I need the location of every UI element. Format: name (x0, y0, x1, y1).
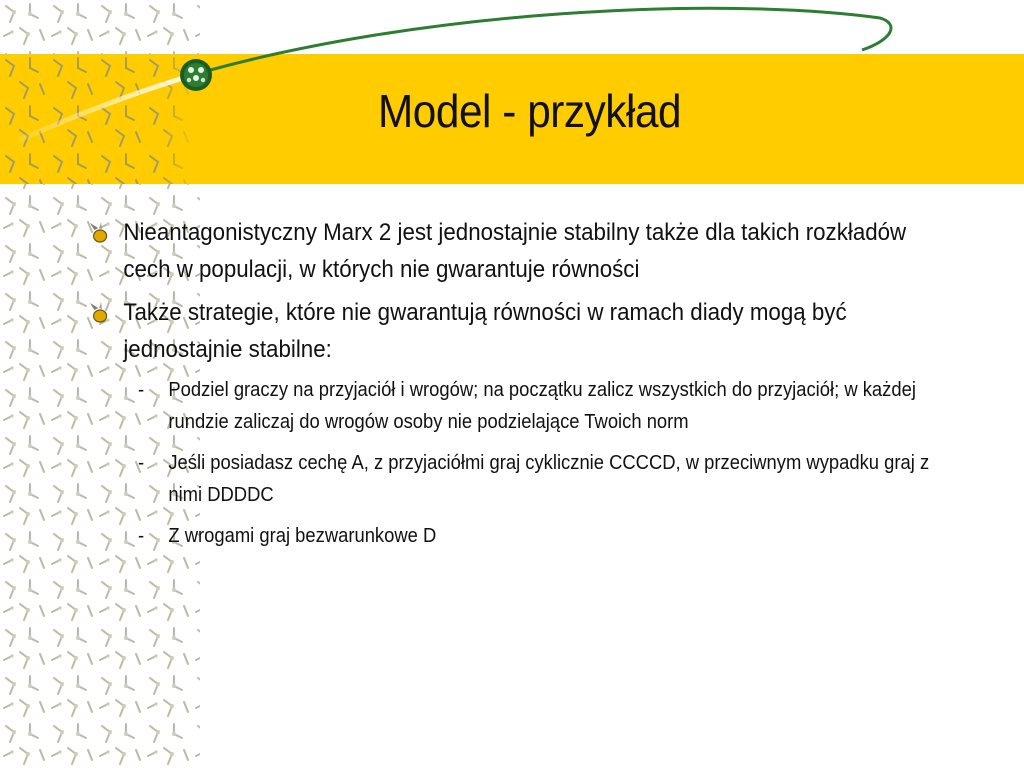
sub-bullet-marker: - (138, 452, 145, 474)
bee-bullet-icon (88, 301, 110, 325)
bee-bullet-icon (88, 221, 110, 245)
sub-bullet-item (138, 374, 932, 438)
slide-title: Model - przykład (378, 85, 682, 137)
bullet-text: Nieantagonistyczny Marx 2 jest jednostajnie stabilny także dla takich rozkładów cech w populacji, w których nie gwarantuje równości (123, 219, 907, 283)
sub-bullet-item (138, 520, 932, 552)
sub-bullet-marker: - (138, 525, 145, 547)
sub-bullet-marker: - (138, 379, 145, 401)
bullet-text: Także strategie, które nie gwarantują równości w ramach diady mogą być jednostajnie stabilne: (123, 299, 847, 363)
sub-bullet-text: Jeśli posiadasz cechę A, z przyjaciółmi graj cyklicznie CCCCD, w przeciwnym wypadku graj z nimi DDDDC (168, 452, 930, 506)
sub-bullet-text: Podziel graczy na przyjaciół i wrogów; na początku zalicz wszystkich do przyjaciół; w każdej rundzie zaliczaj do wrogów osoby nie podzielające Twoich norm (168, 379, 916, 433)
sub-bullet-text: Z wrogami graj bezwarunkowe D (168, 525, 437, 547)
bullet-item (88, 214, 923, 288)
slide-content (88, 214, 948, 561)
bullet-item (88, 294, 923, 368)
node-ball-icon (180, 59, 212, 91)
sub-bullet-item (138, 447, 932, 511)
